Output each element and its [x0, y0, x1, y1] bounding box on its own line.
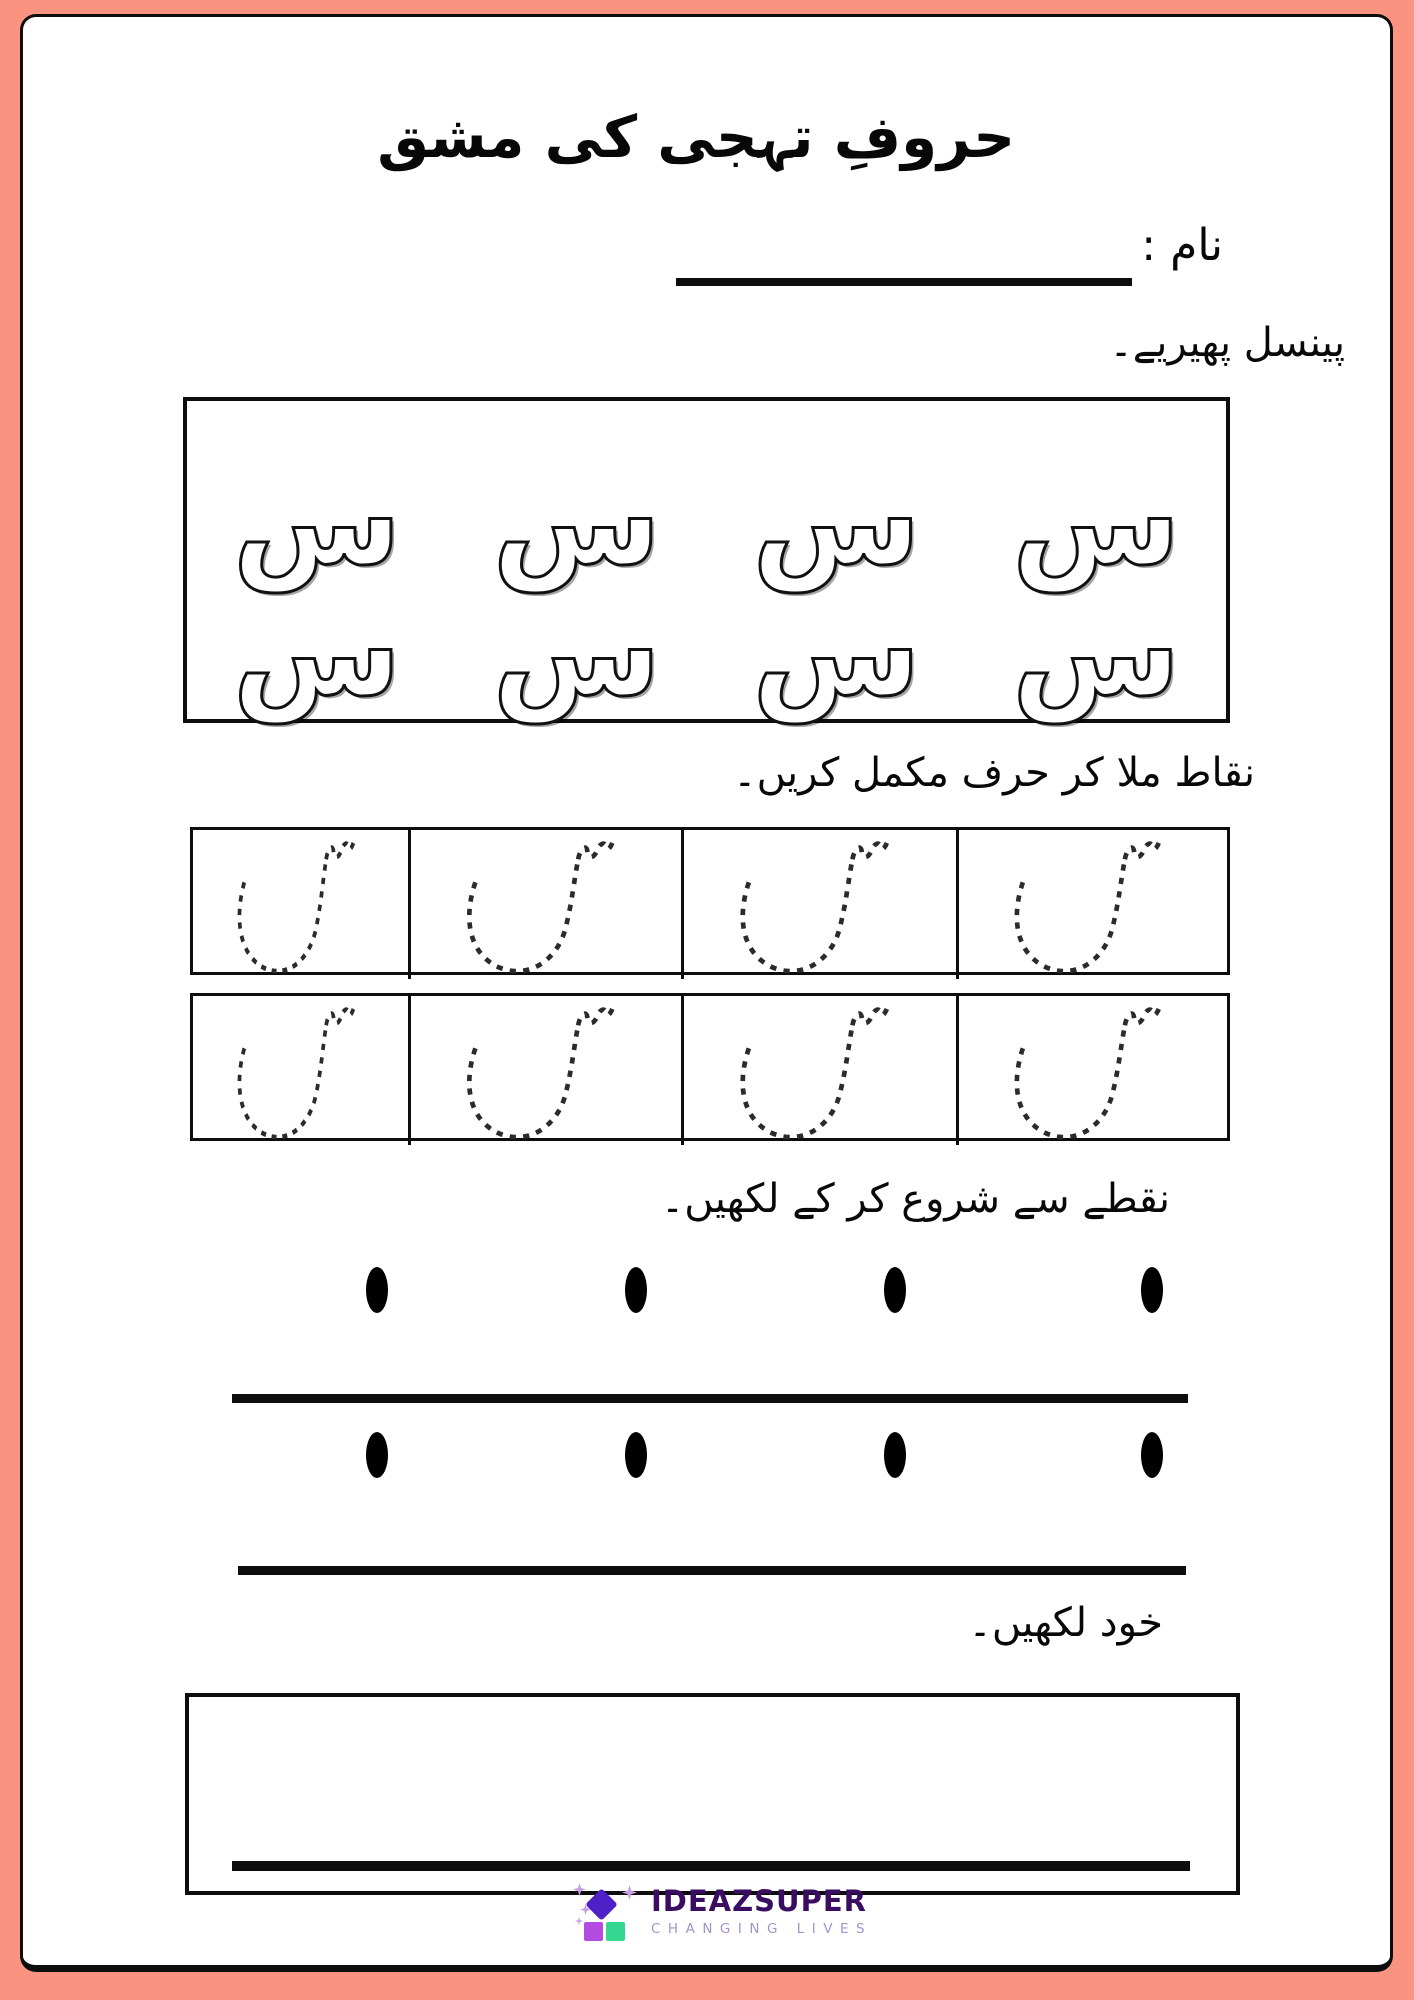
dotted-letter-cell [681, 996, 956, 1145]
dotted-letter-row [190, 993, 1230, 1141]
brand-name: IDEAZSUPER [651, 1884, 867, 1918]
start-dot [1141, 1267, 1163, 1313]
trace-letter-cell [447, 581, 707, 724]
trace-letter-cell [966, 581, 1226, 724]
sparkle-icon [622, 1885, 637, 1900]
name-blank-line [676, 278, 1132, 286]
sparkle-icon [575, 1917, 583, 1925]
dotted-letter-cell [956, 996, 1227, 1145]
self-write-baseline [232, 1861, 1190, 1871]
dotted-letter-row [190, 827, 1230, 975]
outline-letter-seen: س [232, 449, 402, 592]
green-square-icon [606, 1922, 625, 1941]
dotted-letter-icon [193, 996, 408, 1145]
sparkle-icon [573, 1883, 586, 1896]
start-dot [884, 1267, 906, 1313]
dotted-letter-icon [411, 830, 681, 979]
outline-letter-seen: س [492, 449, 661, 592]
purple-square-icon [584, 1922, 603, 1941]
dotted-letter-cell [193, 830, 408, 979]
start-dot [884, 1432, 906, 1478]
start-dot [366, 1432, 388, 1478]
brand-tagline: CHANGING LIVES [651, 1921, 873, 1937]
outline-letter-seen: س [1011, 581, 1181, 724]
dotted-letter-icon [959, 830, 1227, 979]
outline-letter-seen: س [1011, 449, 1181, 592]
writing-baseline [232, 1394, 1188, 1403]
outline-letter-seen: س [752, 449, 921, 592]
name-label: نام : [1141, 220, 1223, 271]
dotted-letter-cell [193, 996, 408, 1145]
start-dot [366, 1267, 388, 1313]
trace-letter-cell [707, 449, 967, 592]
start-dot [1141, 1432, 1163, 1478]
brand-logo [573, 1881, 872, 1943]
start-from-dot-instruction: نقطے سے شروع کر کے لکھیں۔ [660, 1176, 1170, 1222]
brand-text-block [651, 1881, 872, 1937]
dotted-letter-icon [193, 830, 408, 979]
trace-letter-cell [447, 449, 707, 592]
trace-letters-box [183, 397, 1230, 723]
trace-letter-cell [966, 449, 1226, 592]
outline-letter-seen: س [752, 581, 921, 724]
diamond-icon [585, 1888, 618, 1921]
brand-logo-icon [573, 1881, 637, 1943]
writing-baseline [238, 1566, 1186, 1575]
start-dot [625, 1432, 647, 1478]
worksheet-card [20, 14, 1393, 1972]
connect-dots-instruction: نقاط ملا کر حرف مکمل کریں۔ [733, 750, 1255, 796]
self-write-box [185, 1693, 1240, 1895]
dotted-letter-cell [408, 830, 681, 979]
dotted-letter-icon [959, 996, 1227, 1145]
dotted-letter-cell [956, 830, 1227, 979]
dotted-letter-cell [408, 996, 681, 1145]
dotted-letter-icon [411, 996, 681, 1145]
outline-letter-seen: س [232, 581, 402, 724]
trace-letter-cell [707, 581, 967, 724]
page-title: حروفِ تہجی کی مشق [377, 103, 1015, 171]
dotted-letter-cell [681, 830, 956, 979]
dotted-letter-icon [684, 996, 956, 1145]
trace-letter-cell [187, 449, 447, 592]
start-dot [625, 1267, 647, 1313]
outline-letter-seen: س [492, 581, 661, 724]
dotted-letter-icon [684, 830, 956, 979]
self-write-instruction: خود لکھیں۔ [968, 1600, 1163, 1646]
trace-instruction: پینسل پھیریے۔ [1109, 320, 1345, 366]
trace-letter-cell [187, 581, 447, 724]
